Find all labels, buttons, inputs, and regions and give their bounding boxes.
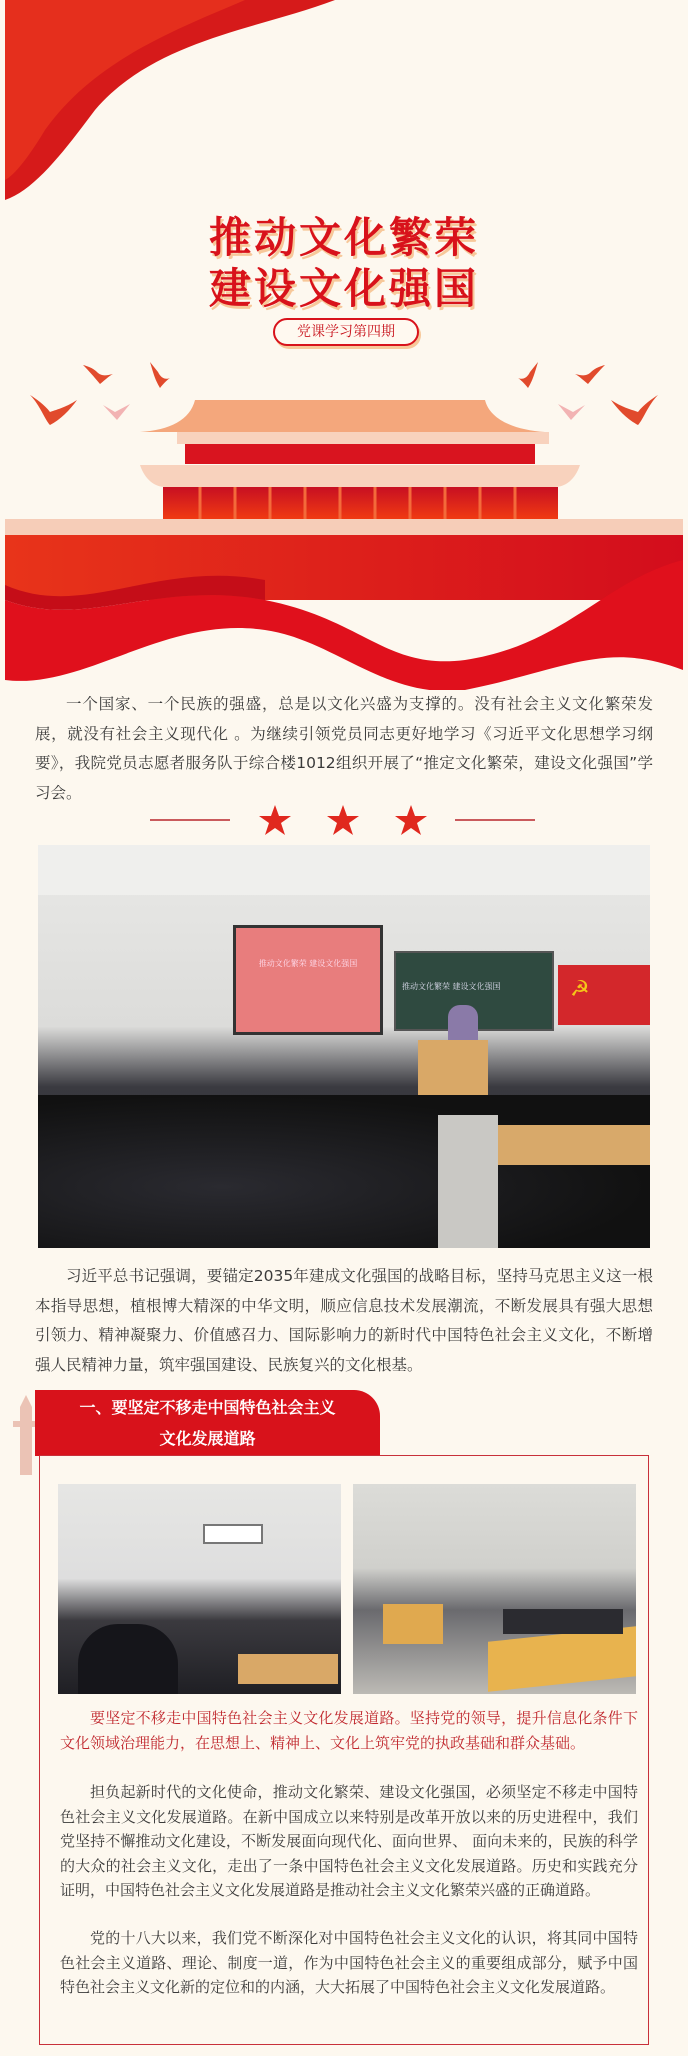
section-paragraph-1: 担负起新时代的文化使命，推动文化繁荣、建设文化强国，必须坚定不移走中国特色社会主义文化发展道路。在新中国成立以来特别是改革开放以来的历史进程中，我们党坚持不懈推动文化建设，不断发展面向现代化、面向世界、 面向未来的，民族的科学的大众的社会主义文化，走出了一条中国特色社会主义文化发展道路。历史和实践充分证明，中国特色社会主义文化发展道路是推动社会主义文化繁荣兴盛的正确道路。 [60,1783,638,1899]
intro-paragraph: 一个国家、一个民族的强盛，总是以文化兴盛为支撑的。没有社会主义文化繁荣发展，就没有社会主义现代化 。为继续引领党员同志更好地学习《习近平文化思想学习纲要》，我院党员志愿者服务队于综合楼1012组织开展了“推定文化繁荣，建设文化强国”学习会。 [35,695,653,802]
highlight-paragraph: 要坚定不移走中国特色社会主义文化发展道路。坚持党的领导，提升信息化条件下文化领域治理能力，在思想上、精神上、文化上筑牢党的执政基础和群众基础。 [60,1709,638,1752]
blackboard: 推动文化繁荣 建设文化强国 [394,951,554,1031]
article-page [5,0,683,2056]
classroom-photo-right [353,1484,636,1694]
page-title-line2: 建设文化强国 [208,264,479,313]
stars-divider [5,800,683,840]
star-icon [327,805,359,835]
second-paragraph: 习近平总书记强调，要锚定2035年建成文化强国的战略目标，坚持马克思主义这一根本指导思想，植根博大精深的中华文明，顺应信息技术发展潮流，不断发展具有强大思想引领力、精神凝聚力、价值感召力、国际影响力的新时代中国特色社会主义文化，不断增强人民精神力量，筑牢强国建设、民族复兴的文化根基。 [35,1267,653,1374]
star-icon [259,805,291,835]
issue-badge: 党课学习第四期 [273,318,419,346]
party-flag-icon: ☭ [558,965,650,1025]
section-heading: 一、要坚定不移走中国特色社会主义 文化发展道路 [35,1390,380,1456]
classroom-photo [38,845,650,1248]
gate-tower-icon [140,400,580,519]
classroom-photo-left [58,1484,341,1694]
section-content-box [39,1455,649,2045]
section-paragraph-2: 党的十八大以来，我们党不断深化对中国特色社会主义文化的认识，将其同中国特色社会主义道路、理论、制度一道，作为中国特色社会主义的重要组成部分，赋予中国特色社会主义文化新的定位和的内涵，大大拓展了中国特色社会主义文化发展道路。 [60,1929,638,1996]
projector-screen: 推动文化繁荣 建设文化强国 [233,925,383,1035]
page-title-line1: 推动文化繁荣 [208,213,479,262]
star-icon [395,805,427,835]
hero-banner [5,0,683,690]
